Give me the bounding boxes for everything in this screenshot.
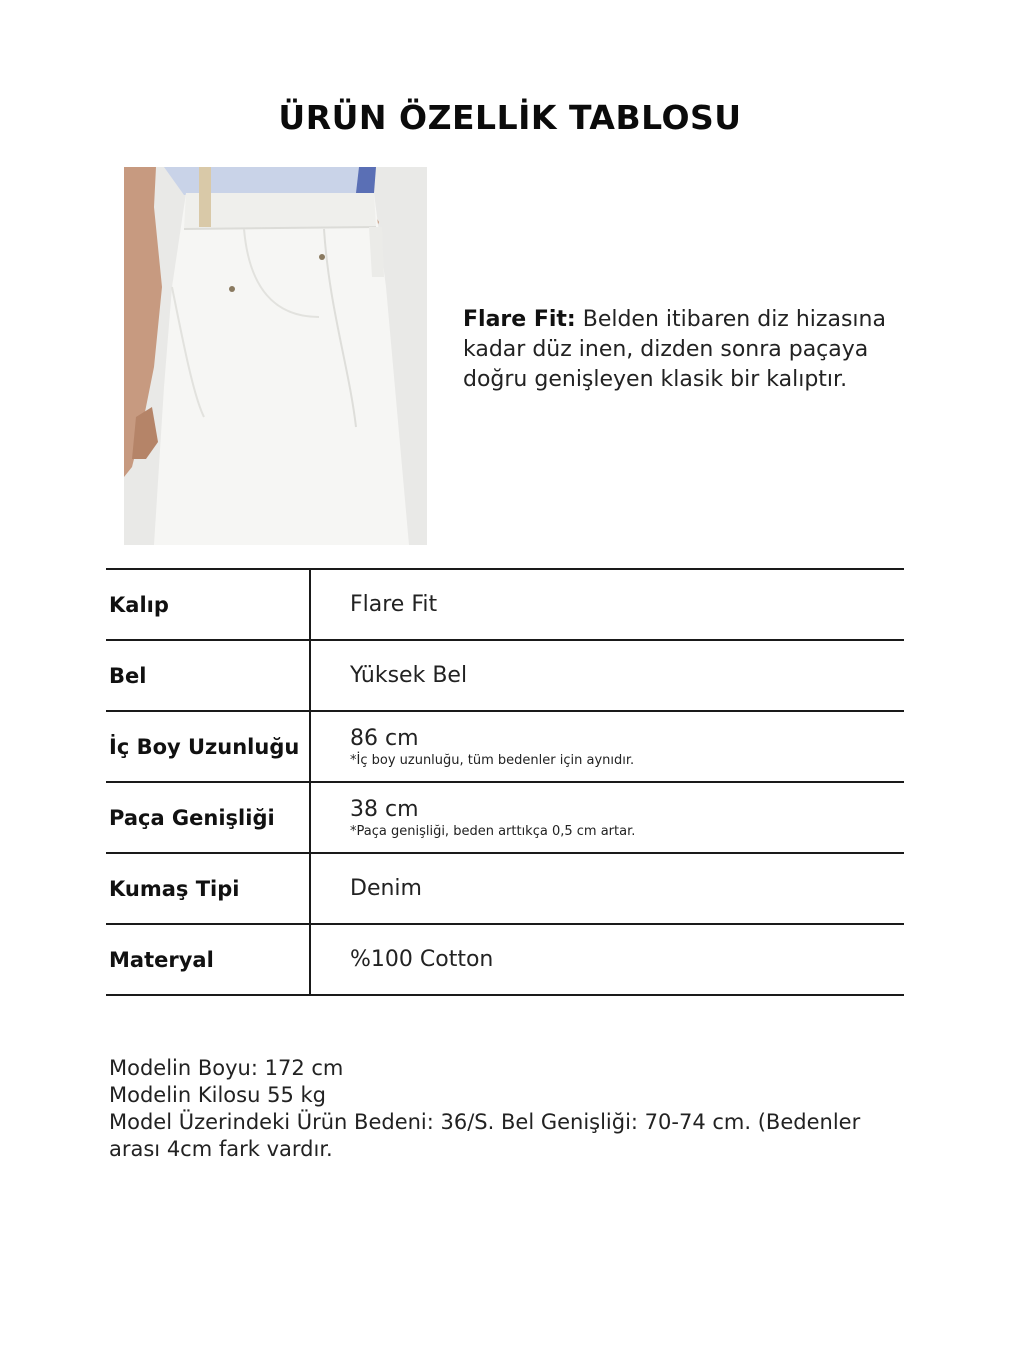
spec-value <box>310 924 904 995</box>
spec-table <box>106 568 904 996</box>
spec-value <box>310 711 904 782</box>
product-photo <box>124 167 427 545</box>
model-info <box>109 1055 909 1163</box>
spec-value-text: 38 cm <box>350 796 419 822</box>
spec-value <box>310 569 904 640</box>
spec-note: *Paça genişliği, beden arttıkça 0,5 cm artar. <box>350 823 636 839</box>
spec-key: İç Boy Uzunluğu <box>106 711 310 782</box>
model-weight: Modelin Kilosu 55 kg <box>109 1083 326 1107</box>
table-row <box>106 640 904 711</box>
spec-key: Kalıp <box>106 569 310 640</box>
spec-value-text: %100 Cotton <box>350 947 494 972</box>
spec-value <box>310 853 904 924</box>
fit-label: Flare Fit: <box>463 307 576 332</box>
model-height: Modelin Boyu: 172 cm <box>109 1056 344 1080</box>
model-size: Model Üzerindeki Ürün Bedeni: 36/S. Bel Genişliği: 70-74 cm. (Bedenler arası 4cm fark vardır. <box>109 1110 861 1161</box>
spec-key: Paça Genişliği <box>106 782 310 853</box>
table-row <box>106 711 904 782</box>
spec-value-text: Yüksek Bel <box>350 663 468 688</box>
fit-text: Belden itibaren diz hizasına kadar düz inen, dizden sonra paçaya doğru genişleyen klasik bir kalıptır. <box>463 307 886 392</box>
spec-value <box>310 640 904 711</box>
spec-key: Materyal <box>106 924 310 995</box>
table-row <box>106 924 904 995</box>
spec-key: Kumaş Tipi <box>106 853 310 924</box>
table-row <box>106 853 904 924</box>
fit-description <box>463 305 923 395</box>
spec-value <box>310 782 904 853</box>
spec-key: Bel <box>106 640 310 711</box>
table-row <box>106 782 904 853</box>
table-row <box>106 569 904 640</box>
page-title: ÜRÜN ÖZELLİK TABLOSU <box>278 98 742 137</box>
spec-note: *İç boy uzunluğu, tüm bedenler için aynıdır. <box>350 752 635 768</box>
spec-value-text: 86 cm <box>350 725 419 751</box>
spec-value-text: Flare Fit <box>350 592 438 617</box>
spec-value-text: Denim <box>350 876 422 901</box>
